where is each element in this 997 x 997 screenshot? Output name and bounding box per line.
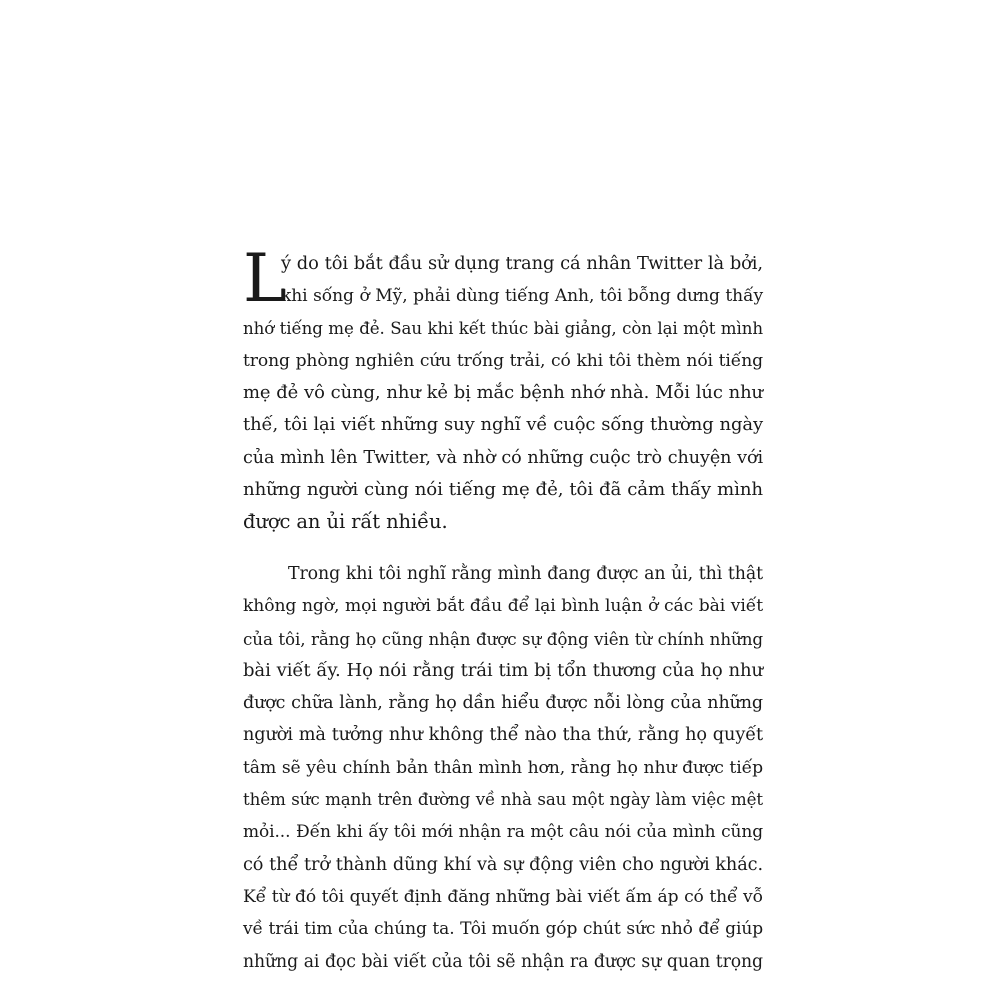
text-line: về trái tim của chúng ta. Tôi muốn góp chút sức nhỏ để giúp bbox=[243, 919, 763, 940]
text-line: không ngờ, mọi người bắt đầu để lại bình luận ở các bài viết bbox=[243, 596, 763, 617]
paragraph-1 bbox=[243, 240, 763, 539]
text-line: thế, tôi lại viết những suy nghĩ về cuộc sống thường ngày bbox=[243, 414, 763, 436]
text-line: ý do tôi bắt đầu sử dụng trang cá nhân Twitter là bởi, bbox=[281, 253, 763, 274]
text-line: khi sống ở Mỹ, phải dùng tiếng Anh, tôi bỗng dưng thấy bbox=[281, 286, 763, 307]
text-line: mỏi... Đến khi ấy tôi mới nhận ra một câu nói của mình cũng bbox=[243, 822, 763, 843]
text-line: Trong khi tôi nghĩ rằng mình đang được an ủi, thì thật bbox=[288, 564, 763, 584]
text-line: bài viết ấy. Họ nói rằng trái tim bị tổn thương của họ như bbox=[243, 659, 763, 681]
text-line: của mình lên Twitter, và nhờ có những cuộc trò chuyện với bbox=[243, 447, 763, 468]
text-line: thêm sức mạnh trên đường về nhà sau một ngày làm việc mệt bbox=[243, 790, 763, 810]
paragraph-2 bbox=[243, 558, 763, 978]
drop-cap: L bbox=[243, 240, 287, 317]
text-line: của tôi, rằng họ cũng nhận được sự động viên từ chính những bbox=[243, 628, 763, 649]
text-line: có thể trở thành dũng khí và sự động viên cho người khác. bbox=[243, 854, 763, 875]
text-line: được chữa lành, rằng họ dần hiểu được nỗi lòng của những bbox=[243, 693, 763, 714]
text-line: người mà tưởng như không thể nào tha thứ, rằng họ quyết bbox=[243, 725, 763, 746]
text-line: mẹ đẻ vô cùng, như kẻ bị mắc bệnh nhớ nhà. Mỗi lúc như bbox=[243, 382, 763, 404]
text-line: được an ủi rất nhiều. bbox=[243, 510, 448, 534]
text-line: nhớ tiếng mẹ đẻ. Sau khi kết thúc bài giảng, còn lại một mình bbox=[243, 318, 763, 338]
text-line: Kể từ đó tôi quyết định đăng những bài viết ấm áp có thể vỗ bbox=[243, 886, 763, 907]
text-line: những ai đọc bài viết của tôi sẽ nhận ra được sự quan trọng bbox=[243, 951, 763, 972]
text-line: tâm sẽ yêu chính bản thân mình hơn, rằng họ như được tiếp bbox=[243, 757, 763, 778]
text-line: trong phòng nghiên cứu trống trải, có khi tôi thèm nói tiếng bbox=[243, 350, 763, 371]
text-line: những người cùng nói tiếng mẹ đẻ, tôi đã cảm thấy mình bbox=[243, 479, 763, 501]
